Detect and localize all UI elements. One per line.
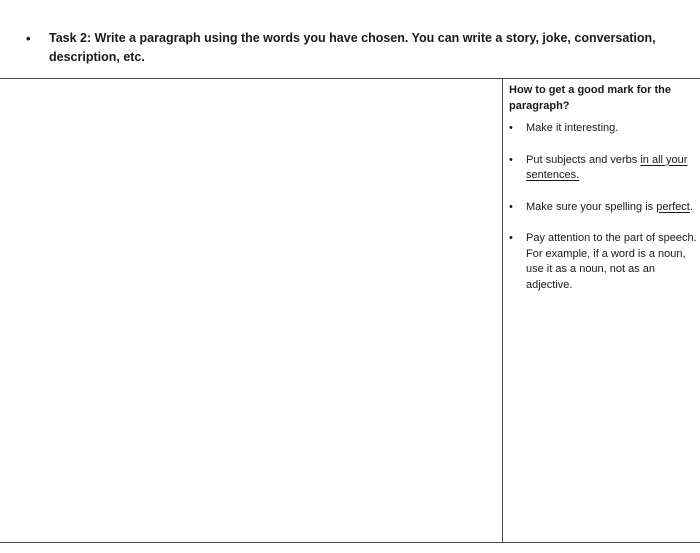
tip-item — [509, 231, 699, 293]
bullet-icon: • — [26, 31, 31, 46]
tips-heading: How to get a good mark for the paragraph? — [509, 84, 671, 112]
tips-column — [509, 83, 699, 309]
bullet-icon: • — [509, 122, 513, 134]
tip-text: Make sure your spelling is — [526, 200, 657, 213]
tip-text: Pay attention to the part of speech. For example, if a word is a noun, use it as a noun, not as an adjective. — [526, 232, 697, 291]
worksheet-table — [0, 78, 700, 543]
tip-item — [509, 200, 699, 216]
tip-text: Put subjects and verbs — [526, 153, 641, 166]
paragraph-writing-area[interactable] — [0, 79, 503, 542]
tip-item — [509, 153, 699, 184]
bullet-icon: • — [509, 153, 513, 166]
bullet-icon: • — [509, 200, 513, 213]
tip-item — [509, 121, 699, 137]
bullet-icon: • — [509, 232, 513, 244]
task-text: Task 2: Write a paragraph using the words you have chosen. You can write a story, joke, conversation, description, etc. — [49, 31, 656, 64]
tip-text: Make it interesting. — [526, 122, 619, 134]
tip-text-end: . — [689, 200, 693, 213]
tip-text-underlined: in all your sentences. — [526, 153, 688, 181]
tip-text-underlined: perfect — [656, 200, 690, 213]
